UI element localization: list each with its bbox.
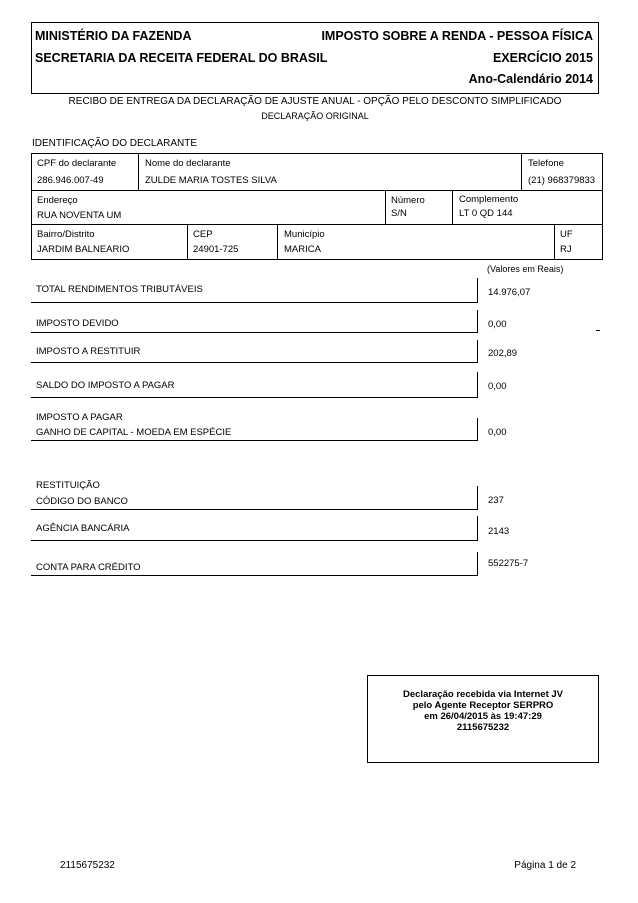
page-number: Página 1 de 2 <box>514 860 576 871</box>
number-value: S/N <box>391 208 407 219</box>
tax-due-label: IMPOSTO DEVIDO <box>36 318 119 329</box>
address-value: RUA NOVENTA UM <box>37 210 122 221</box>
stamp-line-3: em 26/04/2015 às 19:47:29 <box>424 711 542 722</box>
stamp-line-1: Declaração recebida via Internet JV <box>403 689 563 700</box>
phone-value: (21) 968379833 <box>528 175 596 186</box>
exercise-year: EXERCÍCIO 2015 <box>492 51 593 65</box>
restitution-title: RESTITUIÇÃO <box>36 480 100 491</box>
receipt-title: RECIBO DE ENTREGA DA DECLARAÇÃO DE AJUSTE ANUAL - OPÇÃO PELO DESCONTO SIMPLIFICADO <box>68 96 562 107</box>
agency-label: AGÊNCIA BANCÁRIA <box>36 523 130 534</box>
district-label: Bairro/Distrito <box>37 229 95 240</box>
cep-value: 24901-725 <box>193 244 239 255</box>
cpf-value: 286.946.007-49 <box>37 175 104 186</box>
capital-gain-value: 0,00 <box>488 427 507 438</box>
refund-value: 202,89 <box>488 348 518 359</box>
receipt-stamp <box>367 675 599 763</box>
account-label: CONTA PARA CRÉDITO <box>36 562 141 573</box>
name-label: Nome do declarante <box>145 158 231 169</box>
uf-label: UF <box>560 229 573 240</box>
ministry-name: MINISTÉRIO DA FAZENDA <box>35 29 192 43</box>
balance-label: SALDO DO IMPOSTO A PAGAR <box>36 380 175 391</box>
district-value: JARDIM BALNEARIO <box>37 244 130 255</box>
bank-code-value: 237 <box>488 495 504 506</box>
tax-due-value: 0,00 <box>488 319 507 330</box>
address-label: Endereço <box>37 195 78 206</box>
cep-label: CEP <box>193 229 213 240</box>
name-value: ZULDE MARIA TOSTES SILVA <box>145 175 277 186</box>
balance-value: 0,00 <box>488 381 507 392</box>
bank-code-label: CÓDIGO DO BANCO <box>36 496 128 507</box>
identification-section-title: IDENTIFICAÇÃO DO DECLARANTE <box>32 138 198 149</box>
declaration-type: DECLARAÇÃO ORIGINAL <box>261 111 369 121</box>
refund-label: IMPOSTO A RESTITUIR <box>36 346 141 357</box>
cpf-label: CPF do declarante <box>37 158 117 169</box>
tax-title: IMPOSTO SOBRE A RENDA - PESSOA FÍSICA <box>321 29 593 43</box>
total-income-value: 14.976,07 <box>488 287 531 298</box>
phone-label: Telefone <box>528 158 564 169</box>
uf-value: RJ <box>560 244 572 255</box>
calendar-year: Ano-Calendário 2014 <box>468 72 593 86</box>
complement-value: LT 0 QD 144 <box>459 208 513 219</box>
total-income-label: TOTAL RENDIMENTOS TRIBUTÁVEIS <box>36 284 203 295</box>
tax-payable-label: IMPOSTO A PAGAR <box>36 412 123 423</box>
account-value: 552275-7 <box>488 558 529 569</box>
city-label: Município <box>284 229 325 240</box>
agency-value: 2143 <box>488 526 510 537</box>
stamp-line-2: pelo Agente Receptor SERPRO <box>412 700 554 711</box>
capital-gain-label: GANHO DE CAPITAL - MOEDA EM ESPÉCIE <box>36 427 232 438</box>
values-note: (Valores em Reais) <box>487 264 564 274</box>
complement-label: Complemento <box>459 194 519 205</box>
secretariat-name: SECRETARIA DA RECEITA FEDERAL DO BRASIL <box>35 51 328 65</box>
stamp-line-4: 2115675232 <box>456 722 510 733</box>
footer-receipt-number: 2115675232 <box>60 860 115 871</box>
number-label: Número <box>391 195 425 206</box>
city-value: MARICA <box>284 244 321 255</box>
